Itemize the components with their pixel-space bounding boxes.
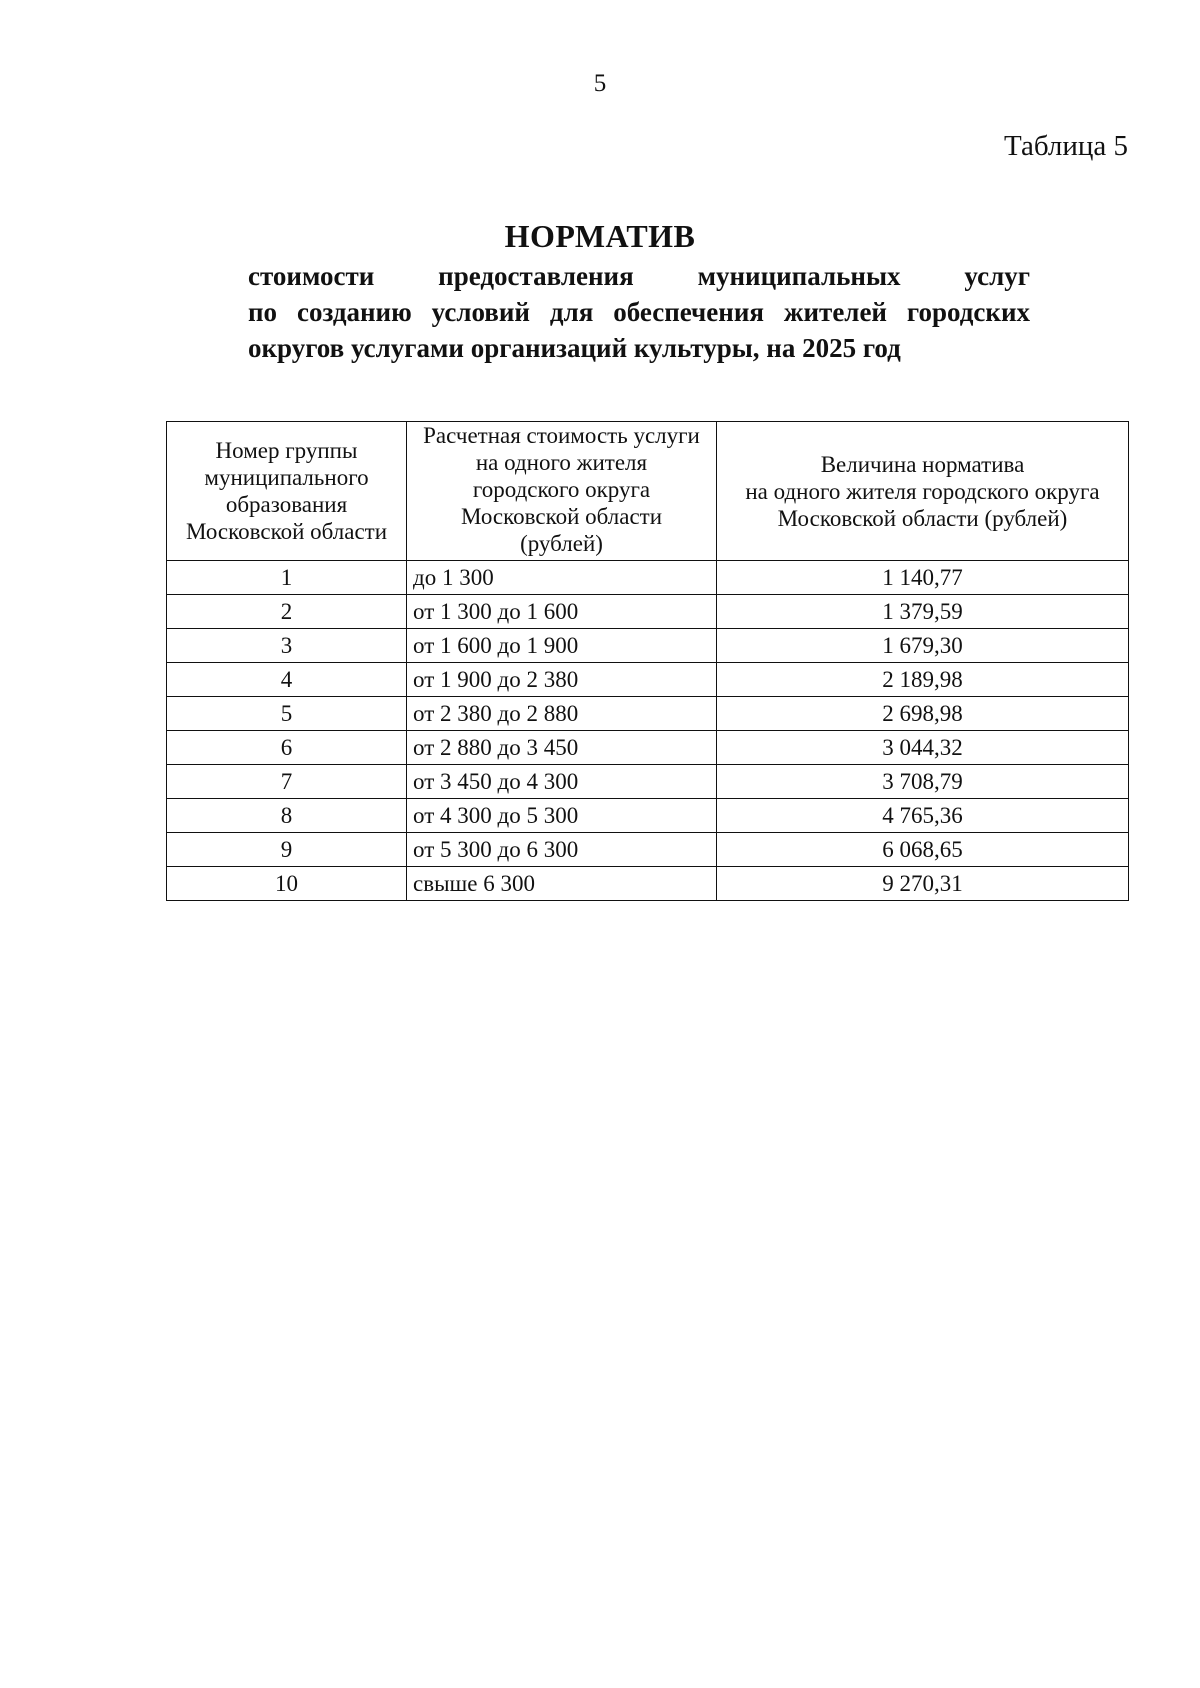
- cell-norm-value: 3 044,32: [717, 731, 1129, 765]
- subtitle-line: округов услугами организаций культуры, на 2025 год: [248, 333, 901, 363]
- cell-norm-value: 9 270,31: [717, 867, 1129, 901]
- header-line: Величина норматива: [820, 451, 1025, 477]
- header-line: образования: [225, 492, 348, 517]
- cell-group-number: 1: [167, 561, 407, 595]
- document-subtitle: [248, 258, 1030, 366]
- cell-norm-value: 4 765,36: [717, 799, 1129, 833]
- table-header-row: [167, 422, 1129, 561]
- table-row: [167, 731, 1129, 765]
- cell-group-number: 5: [167, 697, 407, 731]
- cell-cost-range: от 4 300 до 5 300: [407, 799, 717, 833]
- table-row: [167, 697, 1129, 731]
- cell-group-number: 3: [167, 629, 407, 663]
- header-line: Московской области: [460, 504, 663, 529]
- cell-group-number: 8: [167, 799, 407, 833]
- header-line: Московской области: [185, 519, 388, 544]
- cell-cost-range: от 1 300 до 1 600: [407, 595, 717, 629]
- subtitle-line: по созданию условий для обеспечения жителей городских: [248, 297, 1030, 327]
- cell-group-number: 4: [167, 663, 407, 697]
- header-line: Расчетная стоимость услуги: [423, 423, 700, 448]
- header-line: городского округа: [472, 477, 651, 502]
- cell-norm-value: 1 140,77: [717, 561, 1129, 595]
- table-row: [167, 867, 1129, 901]
- cell-norm-value: 2 698,98: [717, 697, 1129, 731]
- cell-group-number: 2: [167, 595, 407, 629]
- header-line: на одного жителя: [475, 450, 648, 475]
- header-line: муниципального: [204, 465, 369, 490]
- table-row: [167, 663, 1129, 697]
- cell-cost-range: от 2 880 до 3 450: [407, 731, 717, 765]
- header-line: (рублей): [520, 531, 603, 556]
- header-group-number: [167, 422, 407, 561]
- cell-norm-value: 3 708,79: [717, 765, 1129, 799]
- cell-cost-range: от 1 600 до 1 900: [407, 629, 717, 663]
- table-row: [167, 799, 1129, 833]
- cell-norm-value: 6 068,65: [717, 833, 1129, 867]
- table-row: [167, 595, 1129, 629]
- table-row: [167, 561, 1129, 595]
- cell-norm-value: 1 379,59: [717, 595, 1129, 629]
- cell-norm-value: 2 189,98: [717, 663, 1129, 697]
- document-title: НОРМАТИВ: [504, 218, 696, 254]
- cell-cost-range: до 1 300: [407, 561, 717, 595]
- header-line: Номер группы: [215, 438, 358, 463]
- cell-norm-value: 1 679,30: [717, 629, 1129, 663]
- cell-group-number: 7: [167, 765, 407, 799]
- header-line: Московской области (рублей): [777, 505, 1068, 531]
- cell-cost-range: от 1 900 до 2 380: [407, 663, 717, 697]
- table-row: [167, 629, 1129, 663]
- header-estimated-cost: [407, 422, 717, 561]
- norm-table: [166, 421, 1129, 901]
- cell-cost-range: от 3 450 до 4 300: [407, 765, 717, 799]
- table-caption: Таблица 5: [1003, 130, 1128, 162]
- subtitle-line: стоимости предоставления муниципальных услуг: [248, 261, 1030, 291]
- header-line: на одного жителя городского округа: [745, 478, 1100, 504]
- page-number: 5: [593, 70, 607, 97]
- table-row: [167, 765, 1129, 799]
- cell-group-number: 10: [167, 867, 407, 901]
- cell-cost-range: свыше 6 300: [407, 867, 717, 901]
- header-norm-value: [717, 422, 1129, 561]
- cell-cost-range: от 2 380 до 2 880: [407, 697, 717, 731]
- cell-group-number: 9: [167, 833, 407, 867]
- table-row: [167, 833, 1129, 867]
- cell-cost-range: от 5 300 до 6 300: [407, 833, 717, 867]
- cell-group-number: 6: [167, 731, 407, 765]
